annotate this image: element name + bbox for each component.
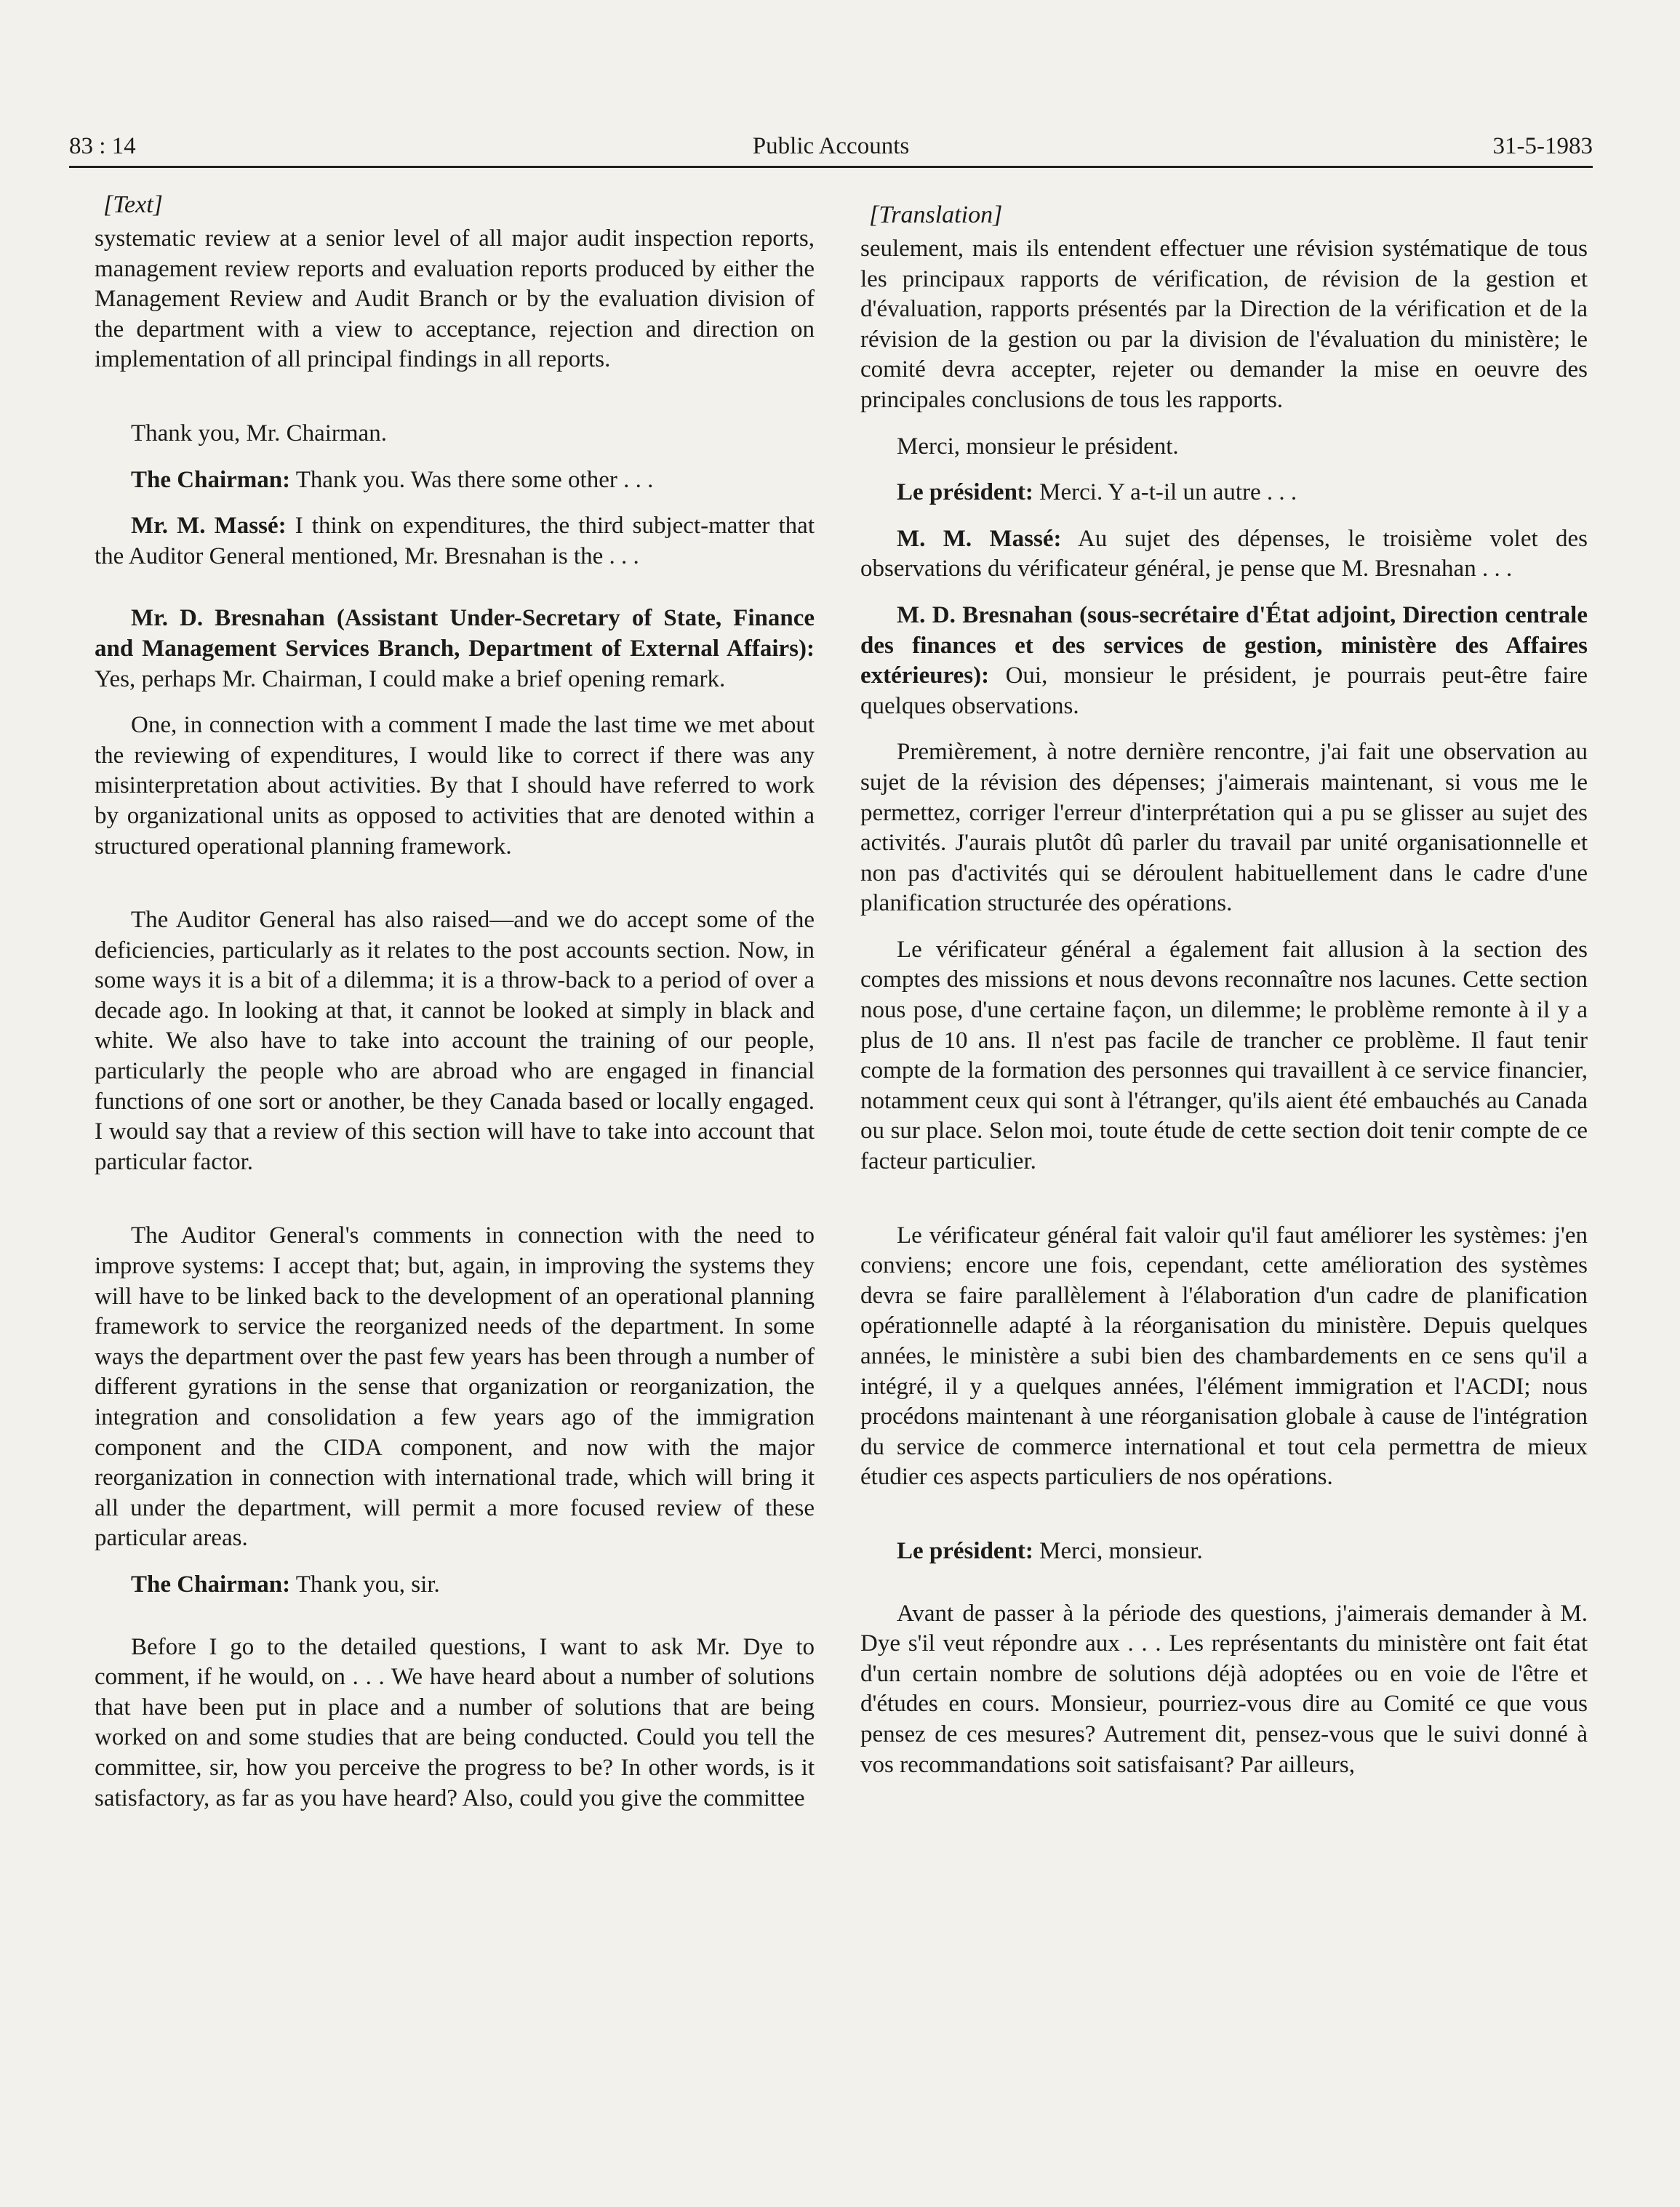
speaker-name: M. D. Bresnahan (sous-secrétaire d'État adjoint, Direction centrale des finances et des services de gestion, ministère des Affaires extérieures):	[860, 601, 1588, 689]
english-column	[95, 191, 815, 1814]
paragraph: seulement, mais ils entendent effectuer une révision systématique de tous les principaux rapports de vérification, de révision de la gestion et d'évaluation, rapports présentés par la Direction de la vérification et de la révision de la gestion ou par la division de l'évaluation du ministère; le comité devra accepter, rejeter ou demander la mise en oeuvre des principales conclusions de tous les rapports.	[860, 236, 1588, 413]
speaker-paragraph	[860, 1537, 1588, 1567]
paragraph: Le vérificateur général fait valoir qu'il faut améliorer les systèmes: j'en conviens; encore une fois, cependant, cette amélioration des systèmes devra se faire parallèlement à l'élaboration d'un cadre de planification opérationnelle adapté à la réorganisation du ministère. Depuis quelques années, le ministère a subi bien des chambardements en ce sens qu'il a intégré, il y a quelques années, l'élément immigration et l'ACDI; nous procédons maintenant à une réorganisation globale à cause de l'intégration du service de commerce international et tout cela permettra de mieux étudier ces aspects particuliers de nos opérations.	[860, 1222, 1588, 1491]
speech-text: I think on expenditures, the third subject-matter that the Auditor General mentioned, Mr. Bresnahan is the . . .	[95, 513, 815, 569]
paragraph: One, in connection with a comment I made the last time we met about the reviewing of expenditures, I would like to correct if there was any misinterpretation about activities. By that I should have referred to work by organizational units as opposed to activities that are denoted within a structured operational planning framework.	[95, 712, 815, 860]
speaker-paragraph	[95, 1570, 815, 1601]
french-column	[860, 191, 1588, 1780]
page-header	[69, 124, 1593, 168]
paragraph: Thank you, Mr. Chairman.	[131, 420, 387, 446]
speech-text: Merci, monsieur.	[1033, 1537, 1203, 1564]
speech-text: Thank you. Was there some other . . .	[290, 466, 654, 493]
speaker-paragraph	[95, 511, 815, 572]
speech-text: Yes, perhaps Mr. Chairman, I could make a brief opening remark.	[95, 665, 726, 692]
speaker-name: The Chairman:	[131, 1571, 291, 1598]
speaker-name: M. M. Massé:	[897, 525, 1062, 552]
speech-text: Au sujet des dépenses, le troisième volet des observations du vérificateur général, je pense que M. Bresnahan . . .	[860, 525, 1588, 582]
page-date: 31-5-1983	[1492, 133, 1593, 159]
speaker-paragraph	[860, 524, 1588, 585]
paragraph: systematic review at a senior level of all major audit inspection reports, management review reports and evaluation reports produced by either the Management Review and Audit Branch or by the evaluation division of the department with a view to acceptance, rejection and direction on implementation of all principal findings in all reports.	[95, 225, 815, 373]
speaker-paragraph	[860, 601, 1588, 721]
speech-text: Oui, monsieur le président, je pourrais peut-être faire quelques observations.	[860, 662, 1588, 719]
speaker-paragraph	[95, 465, 815, 496]
speaker-paragraph	[95, 604, 815, 694]
speech-text: Merci. Y a-t-il un autre . . .	[1033, 479, 1297, 506]
paragraph: The Auditor General's comments in connection with the need to improve systems: I accept that; but, again, in improving the systems they will have to be linked back to the development of an operational planning framework to service the reorganized needs of the department. In some ways the department over the past few years has been through a number of different gyrations in the sense that organization or reorganization, the integration and consolidation a few years ago of the immigration component and the CIDA component, and now with the major reorganization in connection with international trade, which will bring it all under the department, will permit a more focused review of these particular areas.	[95, 1222, 815, 1552]
speech-text: Thank you, sir.	[290, 1571, 440, 1598]
paragraph: Le vérificateur général a également fait allusion à la section des comptes des missions et nous devons reconnaître nos lacunes. Cette section nous pose, d'une certaine façon, un dilemme; le problème remonte à il y a plus de 10 ans. Il n'est pas facile de trancher ce problème. Il faut tenir compte de la formation des personnes qui travaillent à ce service financier, notamment ceux qui sont à l'étranger, qu'ils aient été embauchés au Canada ou sur place. Selon moi, toute étude de cette section doit tenir compte de ce facteur particulier.	[860, 936, 1588, 1175]
speaker-paragraph	[860, 478, 1588, 508]
speaker-name: The Chairman:	[131, 466, 291, 493]
paragraph: Before I go to the detailed questions, I want to ask Mr. Dye to comment, if he would, on . . . We have heard about a number of solutions that have been put in place and a number of solutions that are being worked on and some studies that are being conducted. Could you tell the committee, sir, how you perceive the progress to be? In other words, is it satisfactory, as far as you have heard? Also, could you give the committee	[95, 1633, 815, 1811]
column-label-translation: [Translation]	[869, 201, 1003, 228]
running-title: Public Accounts	[752, 133, 910, 159]
paragraph: Premièrement, à notre dernière rencontre, j'ai fait une observation au sujet de la révision des dépenses; j'aimerais maintenant, si vous me le permettez, corriger l'erreur d'interprétation qui a pu se glisser au sujet des activités. J'aurais plutôt dû parler du travail par unité organisationnelle et non pas d'activités qui se déroulent habituellement dans le cadre d'une planification structurée des opérations.	[860, 739, 1588, 917]
paragraph: Avant de passer à la période des questions, j'aimerais demander à M. Dye s'il veut répondre aux . . . Les représentants du ministère ont fait état d'un certain nombre de solutions déjà adoptées ou en voie de l'être et d'études en cours. Monsieur, pourriez-vous dire au Comité ce que vous pensez de ces mesures? Autrement dit, pensez-vous que le suivi donné à vos recommandations soit satisfaisant? Par ailleurs,	[860, 1600, 1588, 1778]
speaker-name: Le président:	[897, 479, 1033, 506]
paragraph: The Auditor General has also raised—and we do accept some of the deficiencies, particularly as it relates to the post accounts section. Now, in some ways it is a bit of a dilemma; it is a throw-back to a period of over a decade ago. In looking at that, it cannot be looked at simply in black and white. We also have to take into account the training of our people, particularly the people who are abroad who are engaged in financial functions of one sort or another, be they Canada based or locally engaged. I would say that a review of this section will have to take into account that particular factor.	[95, 907, 815, 1175]
column-label-text: [Text]	[103, 191, 163, 218]
speaker-name: Mr. D. Bresnahan (Assistant Under-Secretary of State, Finance and Management Services Branch, Department of External Affairs):	[95, 605, 815, 662]
speaker-name: Mr. M. Massé:	[131, 513, 287, 540]
page-number: 83 : 14	[69, 133, 136, 159]
speaker-name: Le président:	[897, 1537, 1033, 1564]
paragraph: Merci, monsieur le président.	[897, 433, 1179, 460]
